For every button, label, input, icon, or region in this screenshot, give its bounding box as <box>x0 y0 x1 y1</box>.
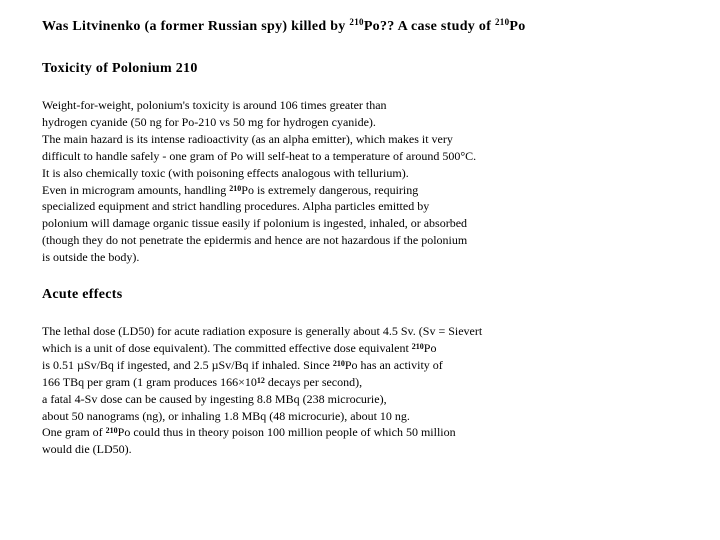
line-text: Po is extremely dangerous, requiring <box>241 182 419 197</box>
paragraph-line: specialized equipment and strict handling procedures. Alpha particles emitted by <box>42 199 430 214</box>
paragraph-line: The lethal dose (LD50) for acute radiation exposure is generally about 4.5 Sv. (Sv = Sievert <box>42 324 483 338</box>
paragraph-line: It is also chemically toxic (with poisoning effects analogous with tellurium). <box>42 165 409 180</box>
line-text: One gram of <box>42 425 106 440</box>
paragraph-line <box>42 374 482 391</box>
line-text: Po <box>423 340 437 355</box>
title-superscript-210: 210 <box>349 17 364 27</box>
paragraph-line: Weight-for-weight, polonium's toxicity is around 106 times greater than <box>42 98 387 112</box>
paragraph-line: a fatal 4-Sv dose can be caused by ingesting 8.8 MBq (238 microcurie), <box>42 391 387 406</box>
line-text: is 0.51 µSv/Bq if ingested, and 2.5 µSv/Bq if inhaled. Since <box>42 357 333 372</box>
paragraph-line: The main hazard is its intense radioactivity (as an alpha emitter), which makes it very <box>42 131 453 146</box>
line-text: decays per second), <box>264 374 363 389</box>
paragraph-line <box>42 340 482 357</box>
isotope-superscript: 210 <box>105 426 118 436</box>
exponent-superscript: 12 <box>256 375 265 385</box>
paragraph-line: polonium will damage organic tissue easily if polonium is ingested, inhaled, or absorbed <box>42 216 468 231</box>
paragraph-line <box>42 182 476 199</box>
title-middle: Po?? A case study of <box>363 19 495 34</box>
paragraph-line: difficult to handle safely - one gram of Po will self-heat to a temperature of around 500°C. <box>42 148 477 163</box>
paragraph-line: (though they do not penetrate the epidermis and hence are not hazardous if the polonium <box>42 233 468 248</box>
isotope-superscript: 210 <box>229 183 242 193</box>
paragraph-line: hydrogen cyanide (50 ng for Po-210 vs 50 mg for hydrogen cyanide). <box>42 114 376 129</box>
isotope-superscript: 210 <box>332 358 345 368</box>
isotope-superscript: 210 <box>411 341 424 351</box>
paragraph-line: about 50 nanograms (ng), or inhaling 1.8 MBq (48 microcurie), about 10 ng. <box>42 408 410 423</box>
paragraph-line: is outside the body). <box>42 250 140 265</box>
line-text: Even in microgram amounts, handling <box>42 182 230 197</box>
paragraph-line <box>42 357 482 374</box>
section-heading-toxicity: Toxicity of Polonium 210 <box>42 61 198 76</box>
line-text: which is a unit of dose equivalent). The committed effective dose equivalent <box>42 340 412 355</box>
paragraph-line: would die (LD50). <box>42 442 132 457</box>
line-text: Po could thus in theory poison 100 million people of which 50 million <box>117 425 456 440</box>
line-text: 166 TBq per gram (1 gram produces 166×10 <box>42 374 257 389</box>
title-prefix: Was Litvinenko (a former Russian spy) killed by <box>42 19 350 34</box>
acute-effects-paragraph <box>42 323 482 458</box>
title-suffix: Po <box>509 19 526 34</box>
paragraph-line <box>42 424 482 441</box>
slide-title <box>42 19 526 35</box>
title-superscript-210-second: 210 <box>494 17 510 27</box>
toxicity-paragraph <box>42 97 476 266</box>
line-text: Po has an activity of <box>344 357 443 372</box>
section-heading-acute-effects: Acute effects <box>42 287 123 302</box>
